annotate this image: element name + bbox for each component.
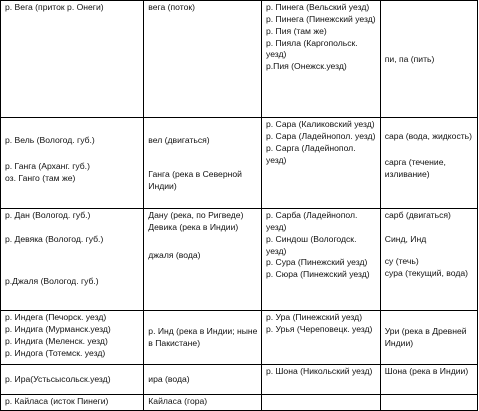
table-cell bbox=[262, 395, 381, 411]
table-cell bbox=[380, 1, 477, 118]
cell-text: Шона (река в Индии) bbox=[384, 366, 469, 376]
cell-text: Девика (река в Индии) bbox=[148, 221, 239, 232]
cell-text: вега (поток) bbox=[148, 2, 196, 12]
table-cell bbox=[262, 365, 381, 395]
table-cell bbox=[144, 365, 262, 395]
cell-text: сарб (двигаться) bbox=[384, 210, 451, 220]
table-row bbox=[1, 395, 478, 411]
cell-text: р. Пинега (Вельский уезд) bbox=[266, 2, 370, 12]
table-cell bbox=[144, 311, 262, 365]
table-row bbox=[1, 118, 478, 209]
table-cell bbox=[380, 365, 477, 395]
cell-text: р. Индога (Тотемск. уезд) bbox=[5, 347, 106, 358]
cell-text: Кайласа (гора) bbox=[148, 396, 208, 406]
table-cell bbox=[380, 209, 477, 311]
table-cell bbox=[380, 311, 477, 365]
table-cell bbox=[1, 311, 144, 365]
cell-text: сарга (течение, изливание) bbox=[384, 156, 446, 179]
cell-text: р. Вель (Вологод. губ.) bbox=[5, 135, 95, 145]
table-cell bbox=[1, 209, 144, 311]
table-cell bbox=[144, 118, 262, 209]
cell-text: р. Пинега (Пинежский уезд) bbox=[266, 13, 376, 24]
table-row bbox=[1, 1, 478, 118]
table-cell bbox=[1, 365, 144, 395]
cell-text: р. Шона (Никольский уезд) bbox=[266, 366, 373, 376]
cell-text: ира (вода) bbox=[148, 374, 190, 385]
cell-text: сара (вода, жидкость) bbox=[384, 131, 473, 141]
cell-text: р.Пия (Онежск.уезд) bbox=[266, 61, 347, 72]
table-row bbox=[1, 311, 478, 365]
cell-text: Ури (река в Древней Индии) bbox=[384, 326, 467, 348]
cell-text: джаля (вода) bbox=[148, 249, 201, 260]
cell-text: р. Сара (Каликовский уезд) bbox=[266, 119, 375, 129]
table-cell bbox=[1, 1, 144, 118]
cell-text: р. Сарба (Ладейнопол. уезд) bbox=[266, 210, 358, 232]
table-cell bbox=[262, 311, 381, 365]
table-row bbox=[1, 365, 478, 395]
table-row bbox=[1, 209, 478, 311]
cell-text: р. Сара (Ладейнопол. уезд) bbox=[266, 130, 376, 141]
cell-text: р. Девякa (Вологод. губ.) bbox=[5, 233, 104, 244]
cell-text: р. Сарга (Ладейнопол. уезд) bbox=[266, 142, 356, 165]
table-cell bbox=[144, 209, 262, 311]
cell-text: р. Урья (Череповецк. уезд) bbox=[266, 323, 373, 334]
cell-text: р. Вега (приток р. Онеги) bbox=[5, 2, 104, 12]
cell-text: р. Сюра (Пинежский уезд) bbox=[266, 269, 370, 280]
cell-text: р. Синдош (Вологодск. уезд) bbox=[266, 233, 357, 256]
cell-text: р.Джаля (Вологод. губ.) bbox=[5, 275, 99, 286]
cell-text: р. Кайласа (исток Пинеги) bbox=[5, 396, 109, 406]
table-cell bbox=[380, 395, 477, 411]
table-cell bbox=[1, 118, 144, 209]
table-cell bbox=[144, 1, 262, 118]
table-cell bbox=[262, 118, 381, 209]
cell-text: р. Инд (река в Индии; ныне в Пакистане) bbox=[148, 326, 258, 348]
table-cell bbox=[380, 118, 477, 209]
cell-text: р. Индега (Печорск. уезд) bbox=[5, 312, 107, 322]
cell-text: вел (двигаться) bbox=[148, 135, 210, 145]
cell-text: р. Пия (там же) bbox=[266, 25, 327, 36]
table-cell bbox=[144, 395, 262, 411]
table-cell bbox=[262, 209, 381, 311]
table-cell bbox=[1, 395, 144, 411]
cell-text: р. Индига (Меленск. уезд) bbox=[5, 335, 108, 346]
cell-text: р. Дан (Вологод. губ.) bbox=[5, 210, 91, 220]
cell-text: р. Индига (Мурманск.уезд) bbox=[5, 323, 111, 334]
cell-text: р. Ира(Устьсысольск.уезд) bbox=[5, 374, 111, 385]
table-cell bbox=[262, 1, 381, 118]
cell-text: пи, па (пить) bbox=[384, 53, 435, 64]
cell-text: р. Ура (Пинежский уезд) bbox=[266, 312, 363, 322]
cell-text: р. Сура (Пинежский уезд) bbox=[266, 257, 368, 268]
cell-text: Дану (река, по Ригведе) bbox=[148, 210, 244, 220]
cell-text: Синд, Инд bbox=[384, 233, 427, 244]
cell-text: Ганга (река в Северной Индии) bbox=[148, 168, 242, 191]
cell-text: су (течь) сура (текущий, вода) bbox=[384, 255, 468, 278]
cell-text: р. Ганга (Арханг. губ.) оз. Ганго (там же) bbox=[5, 160, 90, 183]
cell-text: р. Пияла (Каргопольск. уезд) bbox=[266, 37, 358, 60]
